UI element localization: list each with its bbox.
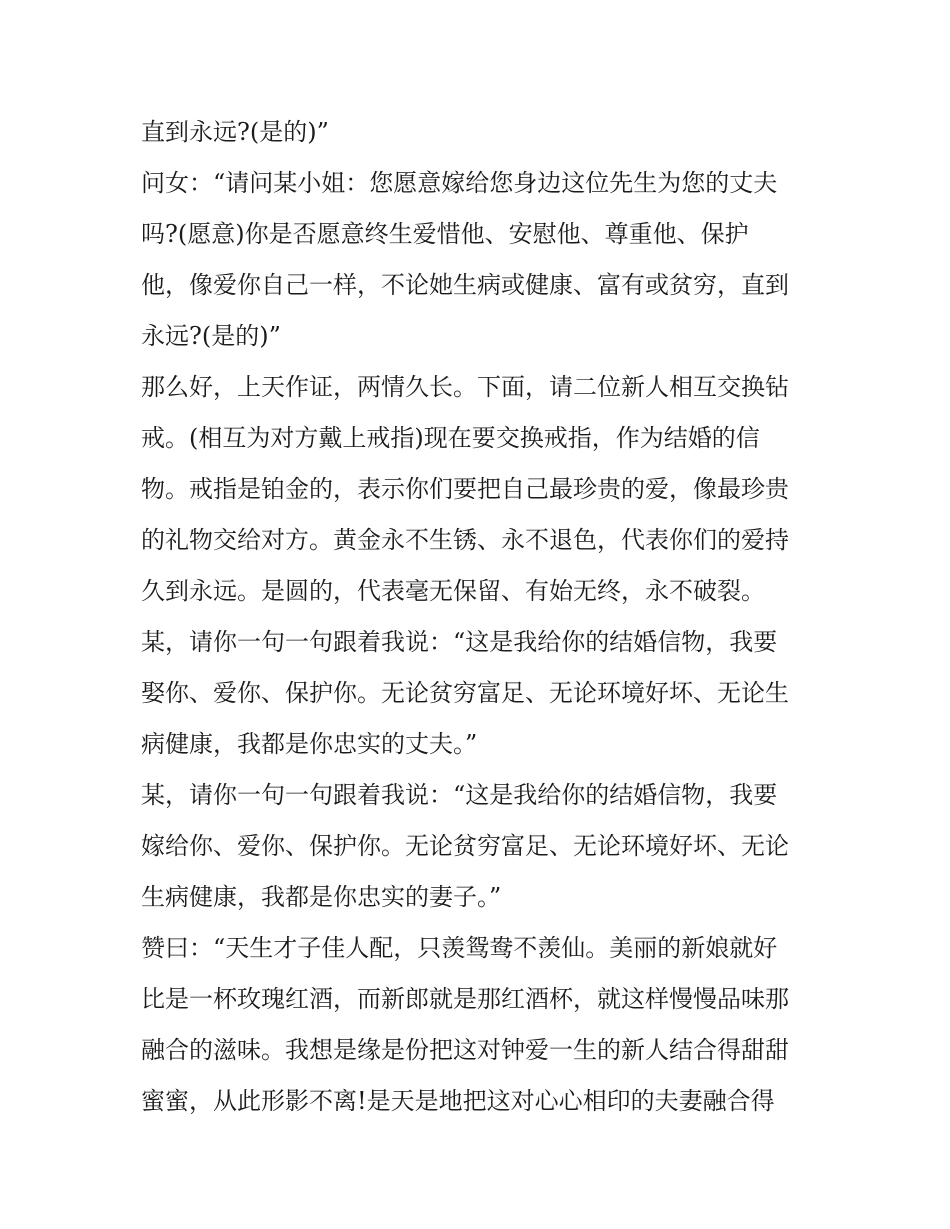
body-text [141,107,821,1127]
text-line: 嫁给你、爱你、保护你。无论贫穷富足、无论环境好坏、无论 [141,832,789,860]
text-line: 的礼物交给对方。黄金永不生锈、永不退色，代表你们的爱持 [141,526,789,554]
text-line: 比是一杯玫瑰红酒，而新郎就是那红酒杯，就这样慢慢品味那 [141,985,789,1013]
text-line: 永远?(是的)” [141,322,281,350]
text-line: 赞曰：“天生才子佳人配，只羡鸳鸯不羡仙。美丽的新娘就好 [141,934,778,962]
text-line: 问女：“请问某小姐：您愿意嫁给您身边这位先生为您的丈夫 [141,169,778,197]
text-line: 融合的滋味。我想是缘是份把这对钟爱一生的新人结合得甜甜 [141,1036,789,1064]
text-line: 那么好，上天作证，两情久长。下面，请二位新人相互交换钻 [141,373,789,401]
text-line: 物。戒指是铂金的，表示你们要把自己最珍贵的爱，像最珍贵 [141,475,789,503]
text-line: 戒。(相互为对方戴上戒指)现在要交换戒指，作为结婚的信 [141,424,760,452]
text-line: 他，像爱你自己一样，不论她生病或健康、富有或贫穷，直到 [141,271,789,299]
text-line: 蜜蜜，从此形影不离!是天是地把这对心心相印的夫妻融合得 [141,1087,775,1115]
text-line: 生病健康，我都是你忠实的妻子。” [141,883,502,911]
text-line: 娶你、爱你、保护你。无论贫穷富足、无论环境好坏、无论生 [141,679,789,707]
text-line: 吗?(愿意)你是否愿意终生爱惜他、安慰他、尊重他、保护 [141,220,749,248]
text-line: 直到永远?(是的)” [141,118,329,146]
text-line: 久到永远。是圆的，代表毫无保留、有始无终，永不破裂。 [141,577,765,605]
text-line: 某，请你一句一句跟着我说：“这是我给你的结婚信物，我要 [141,628,778,656]
text-line: 某，请你一句一句跟着我说：“这是我给你的结婚信物，我要 [141,781,778,809]
text-line: 病健康，我都是你忠实的丈夫。” [141,730,478,758]
